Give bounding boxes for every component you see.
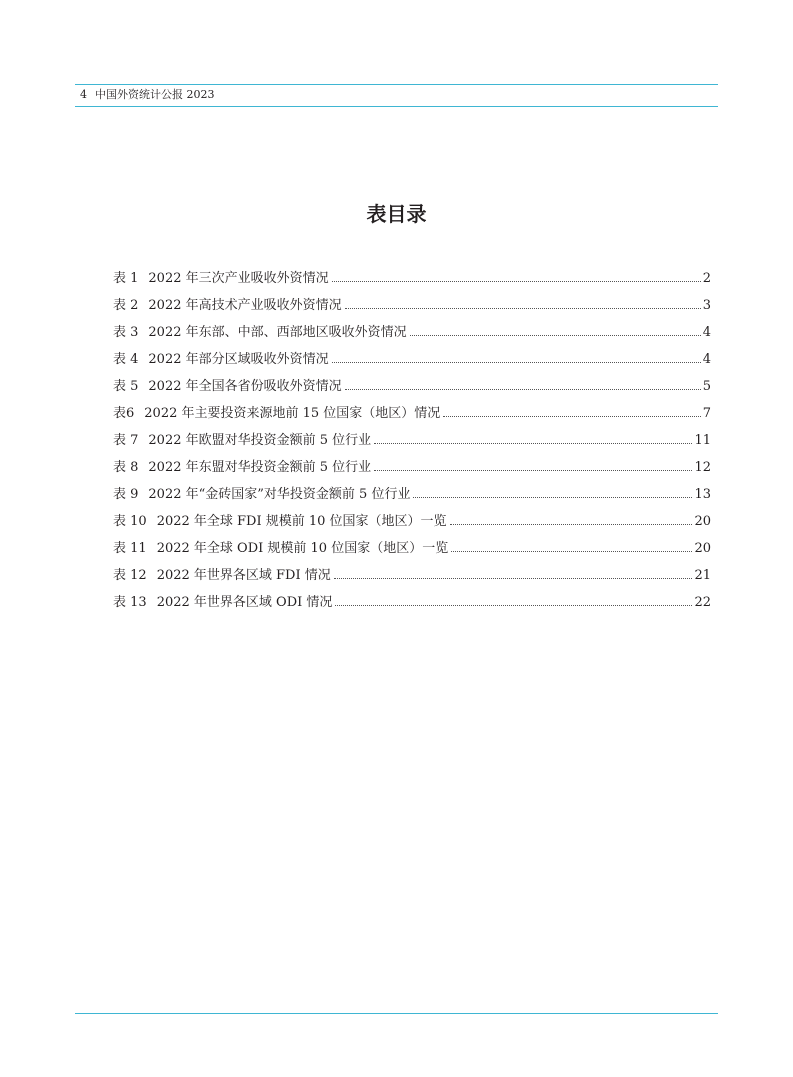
- page-reference: 4: [702, 325, 711, 340]
- header-top-rule: [75, 84, 718, 85]
- dot-leader: [332, 281, 701, 282]
- table-number: 表 12: [113, 568, 147, 583]
- table-number: 表 10: [113, 514, 147, 529]
- table-number: 表6: [113, 406, 135, 421]
- toc-entry-label: [113, 373, 342, 400]
- dot-leader: [443, 416, 700, 417]
- toc-entry-label: [113, 508, 447, 535]
- toc-entry[interactable]: [113, 535, 711, 562]
- toc-entry-label: [113, 265, 329, 292]
- toc-entry-label: [113, 427, 371, 454]
- table-number: 表 4: [113, 352, 139, 367]
- footer-rule: [75, 1013, 718, 1014]
- dot-leader: [374, 443, 692, 444]
- table-number: 表 11: [113, 541, 147, 556]
- table-title: 2022 年欧盟对华投资金额前 5 位行业: [148, 433, 372, 448]
- toc-entry-label: [113, 535, 448, 562]
- toc-entry[interactable]: [113, 508, 711, 535]
- page-reference: 11: [694, 433, 711, 448]
- toc-entry-label: [113, 562, 331, 589]
- table-title: 2022 年东盟对华投资金额前 5 位行业: [148, 460, 372, 475]
- dot-leader: [345, 308, 701, 309]
- dot-leader: [345, 389, 701, 390]
- toc-entry[interactable]: [113, 373, 711, 400]
- page-reference: 5: [702, 379, 711, 394]
- toc-entry-label: [113, 481, 410, 508]
- page-reference: 12: [694, 460, 711, 475]
- page-reference: 7: [702, 406, 711, 421]
- table-number: 表 8: [113, 460, 139, 475]
- toc-entry[interactable]: [113, 346, 711, 373]
- toc-entry-label: [113, 346, 329, 373]
- page-number: 4: [80, 88, 87, 101]
- toc-entry[interactable]: [113, 292, 711, 319]
- dot-leader: [335, 605, 692, 606]
- page-title: 表目录: [366, 202, 427, 227]
- page-reference: 3: [702, 298, 711, 313]
- table-title: 2022 年主要投资来源地前 15 位国家（地区）情况: [144, 406, 441, 421]
- table-title: 2022 年“金砖国家”对华投资金额前 5 位行业: [148, 487, 411, 502]
- running-head: [80, 88, 215, 102]
- page-reference: 13: [694, 487, 711, 502]
- table-number: 表 5: [113, 379, 139, 394]
- toc-entry-label: [113, 589, 332, 616]
- toc-entry[interactable]: [113, 319, 711, 346]
- toc-entry[interactable]: [113, 400, 711, 427]
- dot-leader: [334, 578, 693, 579]
- table-title: 2022 年世界各区域 FDI 情况: [156, 568, 331, 583]
- page-reference: 21: [694, 568, 711, 583]
- table-title: 2022 年三次产业吸收外资情况: [148, 271, 329, 286]
- table-title: 2022 年东部、中部、西部地区吸收外资情况: [148, 325, 407, 340]
- toc-entry-label: [113, 319, 407, 346]
- table-title: 2022 年世界各区域 ODI 情况: [156, 595, 333, 610]
- toc-entry-label: [113, 292, 342, 319]
- page-reference: 2: [702, 271, 711, 286]
- dot-leader: [374, 470, 692, 471]
- table-number: 表 2: [113, 298, 139, 313]
- page-reference: 20: [694, 514, 711, 529]
- dot-leader: [332, 362, 701, 363]
- toc-entry-label: [113, 400, 440, 427]
- table-number: 表 13: [113, 595, 147, 610]
- dot-leader: [413, 497, 692, 498]
- header-bottom-rule: [75, 106, 718, 107]
- dot-leader: [450, 524, 693, 525]
- page-reference: 20: [694, 541, 711, 556]
- toc-entry[interactable]: [113, 454, 711, 481]
- table-number: 表 3: [113, 325, 139, 340]
- table-title: 2022 年高技术产业吸收外资情况: [148, 298, 342, 313]
- dot-leader: [451, 551, 692, 552]
- table-of-contents: [113, 265, 711, 616]
- toc-entry[interactable]: [113, 589, 711, 616]
- page-reference: 22: [694, 595, 711, 610]
- table-number: 表 7: [113, 433, 139, 448]
- table-number: 表 9: [113, 487, 139, 502]
- toc-entry[interactable]: [113, 562, 711, 589]
- dot-leader: [410, 335, 701, 336]
- publication-title: 中国外资统计公报 2023: [95, 88, 215, 101]
- toc-entry[interactable]: [113, 481, 711, 508]
- table-number: 表 1: [113, 271, 139, 286]
- table-title: 2022 年全球 ODI 规模前 10 位国家（地区）一览: [156, 541, 449, 556]
- table-title: 2022 年全国各省份吸收外资情况: [148, 379, 342, 394]
- toc-entry[interactable]: [113, 265, 711, 292]
- table-title: 2022 年部分区域吸收外资情况: [148, 352, 329, 367]
- table-title: 2022 年全球 FDI 规模前 10 位国家（地区）一览: [156, 514, 447, 529]
- toc-entry-label: [113, 454, 371, 481]
- page-reference: 4: [702, 352, 711, 367]
- toc-entry[interactable]: [113, 427, 711, 454]
